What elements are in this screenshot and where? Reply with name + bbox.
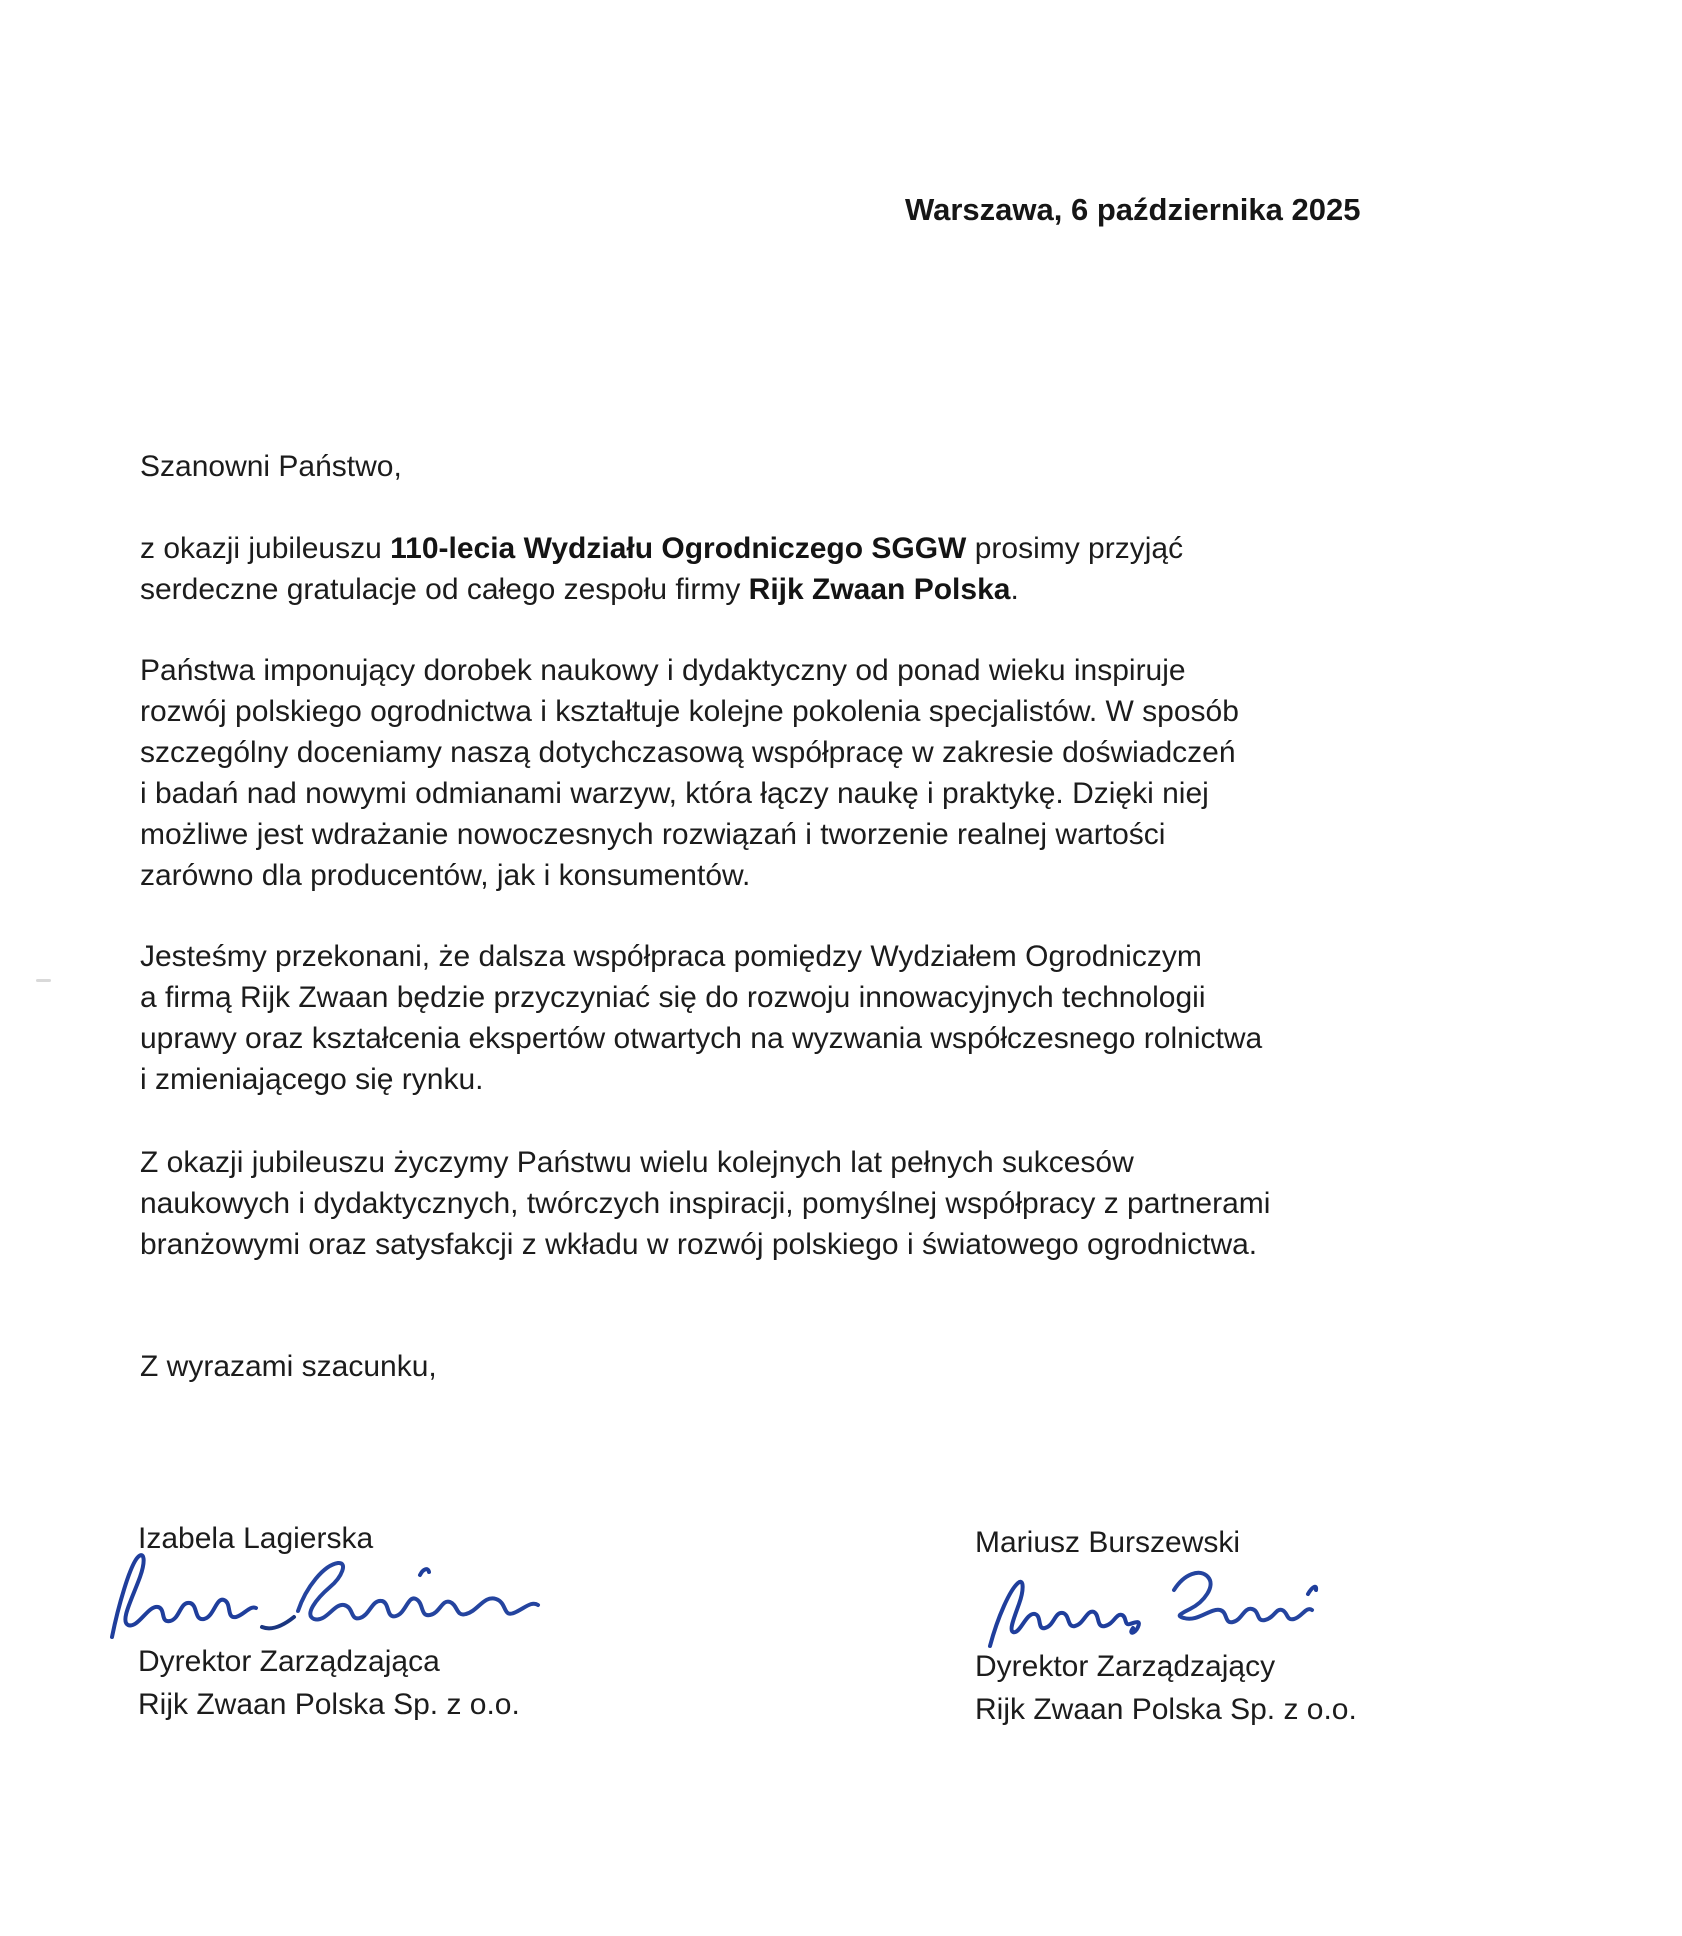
paragraph-line: Jesteśmy przekonani, że dalsza współpraca pomiędzy Wydziałem Ogrodniczym: [140, 940, 1202, 973]
paragraph-line: a firmą Rijk Zwaan będzie przyczyniać się do rozwoju innowacyjnych technologii: [140, 981, 1206, 1014]
signatory-company-right: Rijk Zwaan Polska Sp. z o.o.: [975, 1693, 1357, 1726]
paragraph-line: Państwa imponujący dorobek naukowy i dydaktyczny od ponad wieku inspiruje: [140, 654, 1186, 687]
paragraph-line: Z okazji jubileuszu życzymy Państwu wielu kolejnych lat pełnych sukcesów: [140, 1146, 1134, 1179]
handwritten-signature-right: [978, 1562, 1323, 1662]
scan-artifact-dash: [36, 979, 51, 982]
paragraph-line: szczególny doceniamy naszą dotychczasową współpracę w zakresie doświadczeń: [140, 736, 1236, 769]
paragraph-line: [140, 528, 1183, 569]
signatory-title-right: Dyrektor Zarządzający: [975, 1650, 1276, 1683]
salutation: Szanowni Państwo,: [140, 450, 402, 483]
body-text: z okazji jubileuszu: [140, 532, 391, 565]
paragraph-line: możliwe jest wdrażanie nowoczesnych rozwiązań i tworzenie realnej wartości: [140, 818, 1166, 851]
dateline: Warszawa, 6 października 2025: [905, 192, 1361, 227]
paragraph-line: i zmieniającego się rynku.: [140, 1063, 484, 1096]
anniversary-bold-text: 110-lecia Wydziału Ogrodniczego SGGW: [390, 532, 967, 565]
paragraph-congratulations: [140, 528, 1183, 610]
paragraph-line: zarówno dla producentów, jak i konsumentów.: [140, 859, 751, 892]
paragraph-line: [140, 569, 1183, 610]
paragraph-line: branżowymi oraz satysfakcji z wkładu w rozwój polskiego i światowego ogrodnictwa.: [140, 1228, 1258, 1261]
signatory-name-left: Izabela Lagierska: [138, 1522, 374, 1555]
body-text: serdeczne gratulacje od całego zespołu firmy: [140, 573, 749, 606]
paragraph-line: rozwój polskiego ogrodnictwa i kształtuje kolejne pokolenia specjalistów. W sposób: [140, 695, 1239, 728]
paragraph-line: naukowych i dydaktycznych, twórczych inspiracji, pomyślnej współpracy z partnerami: [140, 1187, 1271, 1220]
paragraph-cooperation: [140, 936, 1262, 1100]
body-text: .: [1010, 573, 1019, 606]
paragraph-wishes: [140, 1142, 1270, 1265]
signatory-name-right: Mariusz Burszewski: [975, 1526, 1241, 1559]
handwritten-signature-left: [102, 1545, 542, 1645]
signatory-title-left: Dyrektor Zarządzająca: [138, 1645, 440, 1678]
closing-salutation: Z wyrazami szacunku,: [140, 1350, 437, 1383]
paragraph-line: uprawy oraz kształcenia ekspertów otwartych na wyzwania współczesnego rolnictwa: [140, 1022, 1263, 1055]
paragraph-achievements: [140, 650, 1239, 896]
body-text: prosimy przyjąć: [966, 532, 1184, 565]
signatory-company-left: Rijk Zwaan Polska Sp. z o.o.: [138, 1688, 520, 1721]
paragraph-line: i badań nad nowymi odmianami warzyw, która łączy naukę i praktykę. Dzięki niej: [140, 777, 1209, 810]
company-bold-text: Rijk Zwaan Polska: [748, 573, 1011, 606]
